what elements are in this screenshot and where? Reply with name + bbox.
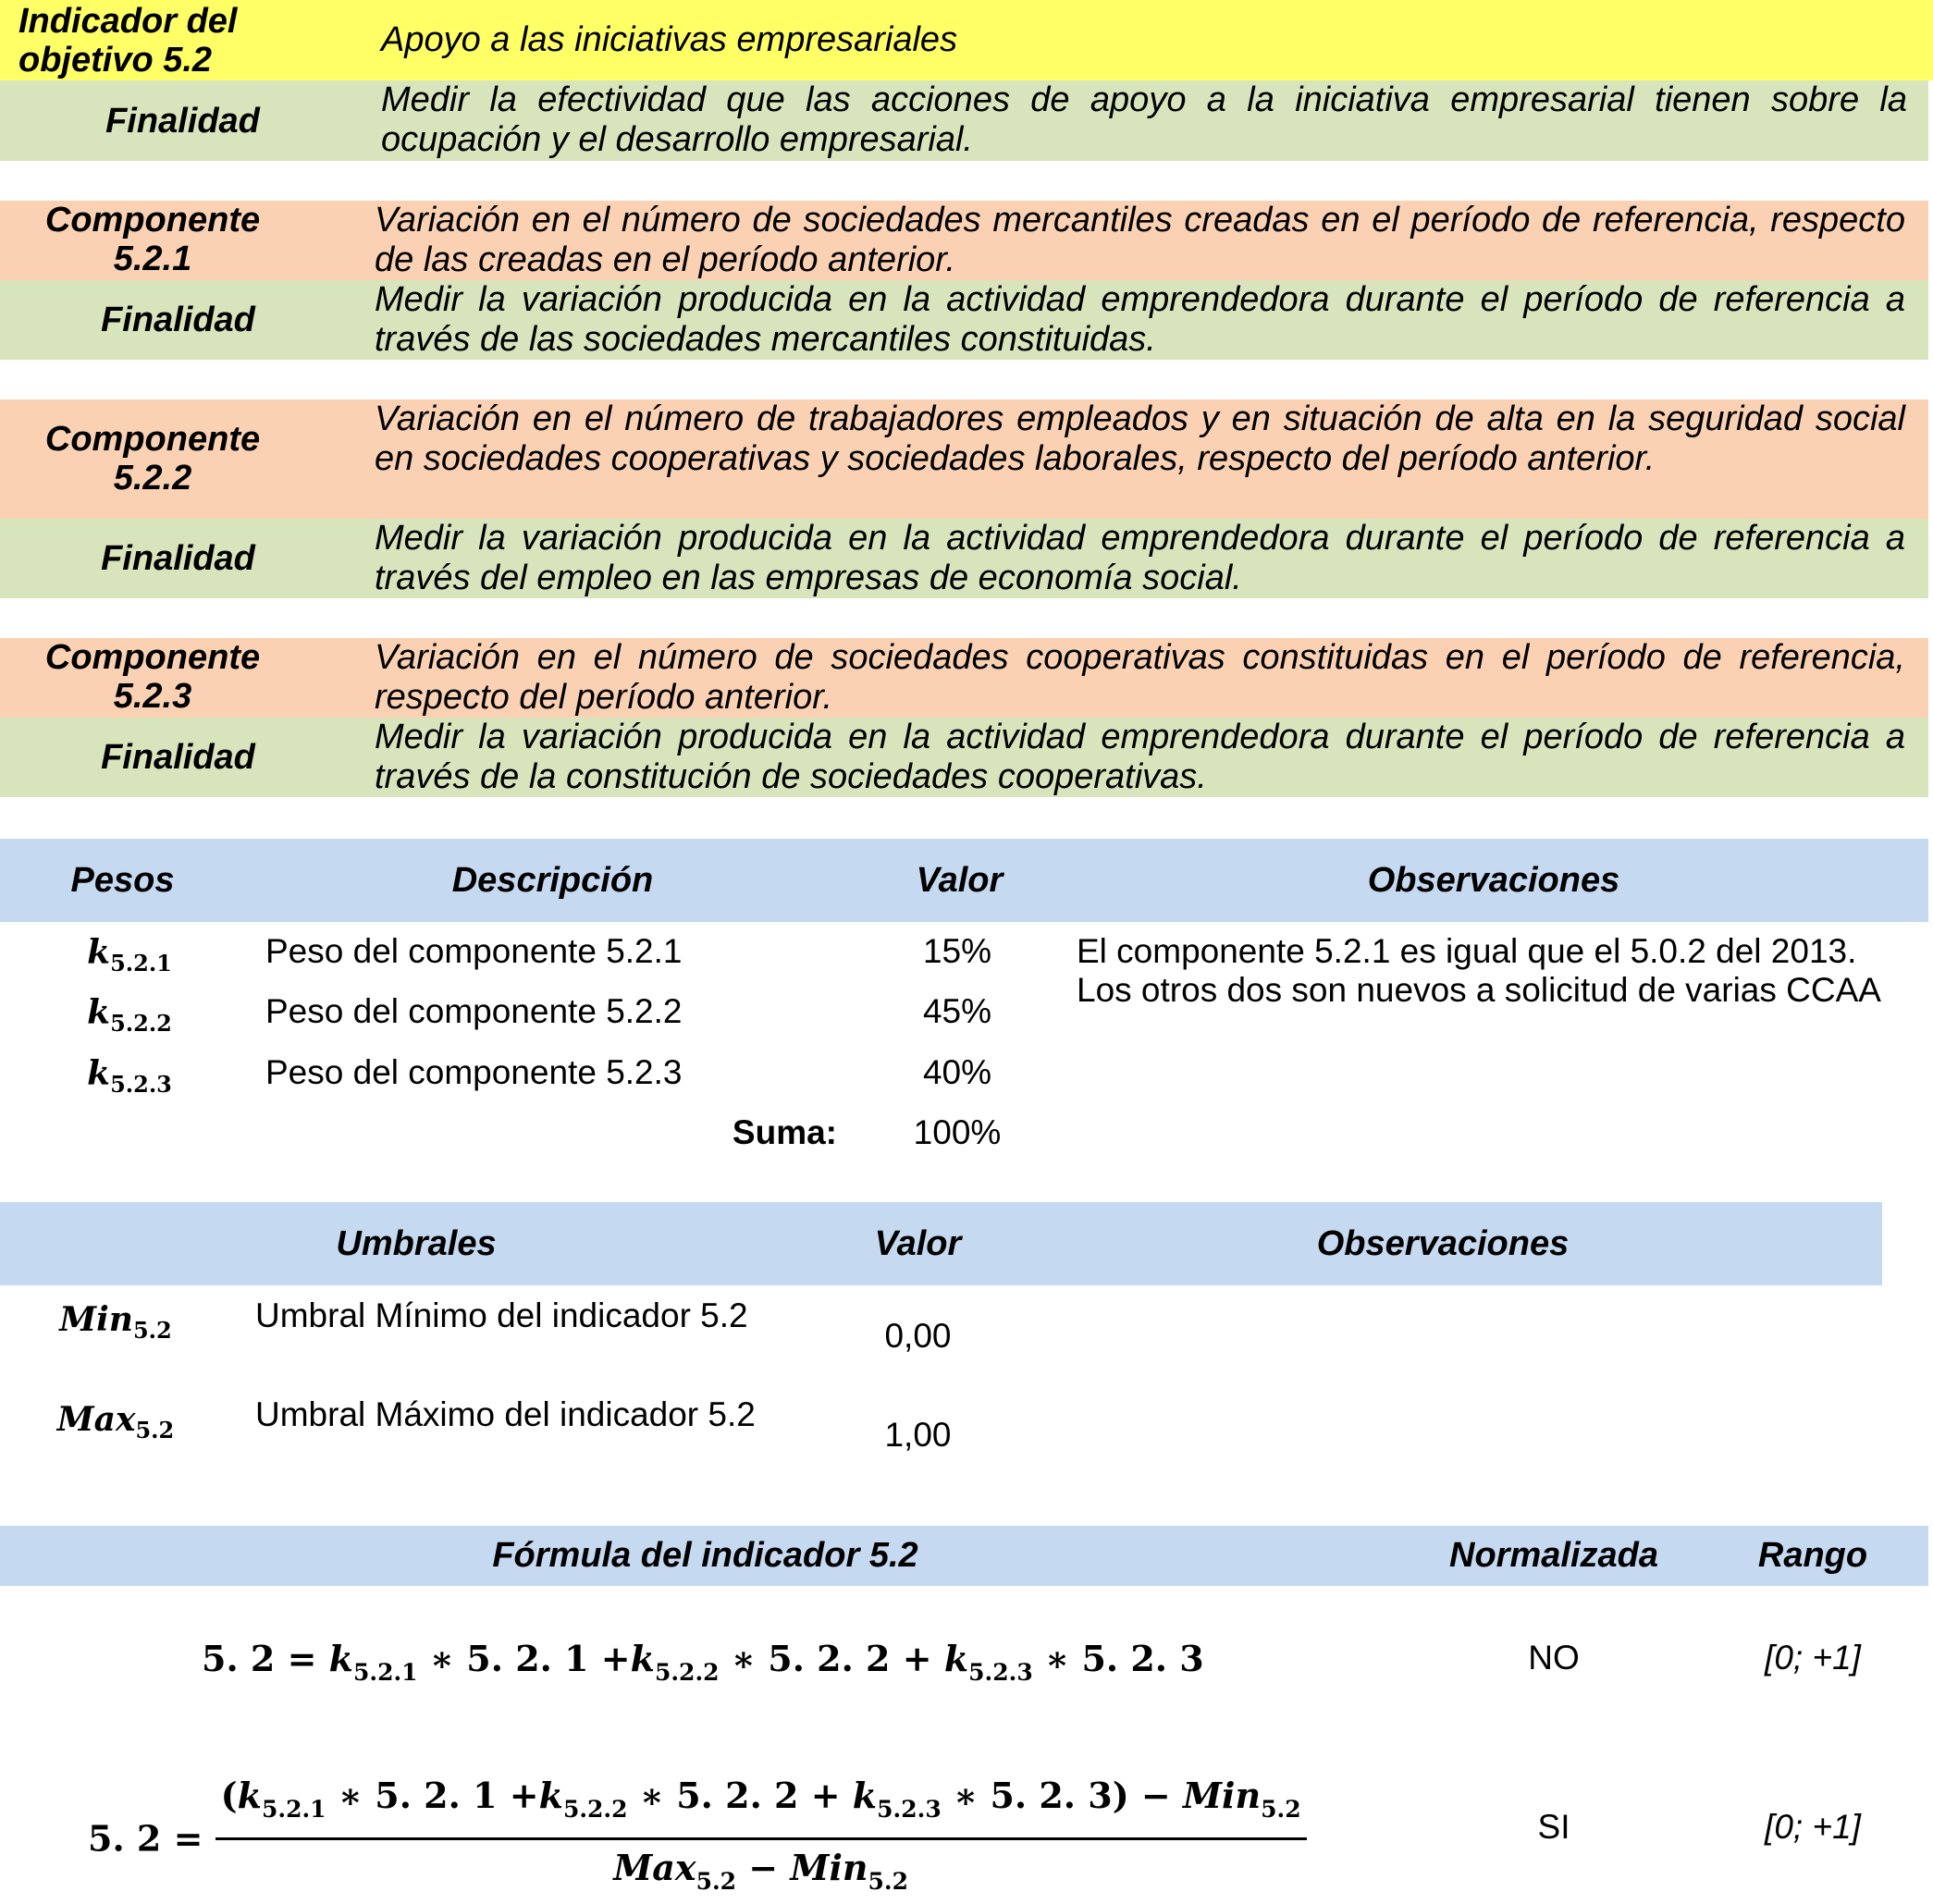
formula-header-normalizada: Normalizada: [1449, 1536, 1658, 1575]
component-2-finalidad-label: Finalidad: [101, 539, 255, 578]
weight-value-523: 40%: [922, 1053, 992, 1091]
threshold-description-max: Umbral Máximo del indicador 5.2: [255, 1395, 756, 1433]
formula-normalized: 5. 2 = ($k_{5.2.1}$ ∗ 5. 2. $1 +k_{5.2.2}$ ∗ 5. 2. $2 + k_{5.2.3}$ ∗ 5. 2. 3) − Min$_{5.2}$ Max$_{5.2}$ − Min$_{5.2}$: [88, 1774, 1307, 1904]
weight-description-521: Peso del componente 5.2.1: [265, 932, 683, 970]
objective-finalidad-label: Finalidad: [105, 102, 260, 141]
component-3-text: Variación en el número de sociedades cooperativas constituidas en el período de referencia, respecto del período anterior.: [375, 638, 1905, 717]
threshold-description-min: Umbral Mínimo del indicador 5.2: [255, 1296, 748, 1334]
component-2-finalidad-text: Medir la variación producida en la actividad emprendedora durante el período de referencia a través del empleo en las empresas de economía social.: [375, 519, 1905, 597]
weight-symbol-k522: $k_{5.2.2}$: [87, 993, 172, 1037]
component-3-finalidad-text: Medir la variación producida en la actividad emprendedora durante el período de referencia a través de la constitución de sociedades cooperativas.: [375, 718, 1905, 796]
formula-1-normalizada: NO: [1528, 1639, 1580, 1677]
formula-1-rango: [0; +1]: [1765, 1639, 1861, 1677]
weights-observation: El componente 5.2.1 es igual que el 5.0.2 del 2013. Los otros dos son nuevos a solicitud de varias CCAA: [1077, 932, 1881, 1009]
threshold-value-max: 1,00: [884, 1416, 952, 1454]
formula-header-rango: Rango: [1757, 1536, 1868, 1575]
objective-finalidad-text: Medir la efectividad que las acciones de apoyo a la iniciativa empresarial tienen sobre la ocupación y el desarrollo empresarial.: [381, 80, 1907, 159]
weight-description-523: Peso del componente 5.2.3: [265, 1053, 683, 1091]
component-1-label: Componente 5.2.1: [44, 201, 261, 278]
component-2-text: Variación en el número de trabajadores empleados y en situación de alta en la seguridad social en sociedades cooperativas y sociedades laborales, respecto del período anterior.: [375, 399, 1905, 478]
formula-2-normalizada: SI: [1537, 1808, 1570, 1846]
component-1-text: Variación en el número de sociedades mercantiles creadas en el período de referencia, respecto de las creadas en el período anterior.: [375, 201, 1905, 279]
weight-symbol-k521: $k_{5.2.1}$: [87, 933, 172, 977]
weights-sum-value: 100%: [913, 1113, 1002, 1151]
component-3-label: Componente 5.2.3: [44, 638, 261, 716]
component-1-finalidad-text: Medir la variación producida en la actividad emprendedora durante el período de referencia a través de las sociedades mercantiles constituidas.: [375, 280, 1905, 359]
component-2-label: Componente 5.2.2: [44, 420, 261, 497]
weight-value-522: 45%: [922, 992, 992, 1030]
threshold-symbol-max: Max$_{5.2}$: [56, 1400, 175, 1443]
objective-title: Apoyo a las iniciativas empresariales: [381, 20, 958, 59]
thresholds-header-valor: Valor: [874, 1224, 962, 1263]
threshold-symbol-min: Min$_{5.2}$: [59, 1300, 172, 1344]
thresholds-header-umbrales: Umbrales: [336, 1224, 497, 1263]
weights-header-valor: Valor: [916, 861, 1003, 900]
weight-value-521: 15%: [922, 932, 992, 970]
weights-header-observaciones: Observaciones: [1367, 861, 1620, 900]
weights-sum-label: Suma:: [732, 1113, 837, 1151]
weights-header-pesos: Pesos: [70, 861, 175, 900]
formula-2-rango: [0; +1]: [1765, 1808, 1861, 1846]
component-1-finalidad-label: Finalidad: [101, 301, 255, 339]
weights-header-descripcion: Descripción: [451, 861, 654, 900]
thresholds-header-observaciones: Observaciones: [1316, 1224, 1570, 1263]
formula-header-formula: Fórmula del indicador 5.2: [492, 1536, 918, 1575]
threshold-value-min: 0,00: [884, 1317, 952, 1355]
objective-label: Indicador del objetivo 5.2: [18, 2, 238, 80]
weight-description-522: Peso del componente 5.2.2: [265, 992, 683, 1030]
formula-non-normalized: 5. $2 = k_{5.2.1}$ ∗ 5. 2. $1 +k_{5.2.2}$ ∗ 5. 2. $2 + k_{5.2.3}$ ∗ 5. 2. 3: [202, 1638, 1204, 1686]
component-3-finalidad-label: Finalidad: [101, 738, 255, 777]
weight-symbol-k523: $k_{5.2.3}$: [87, 1054, 172, 1098]
